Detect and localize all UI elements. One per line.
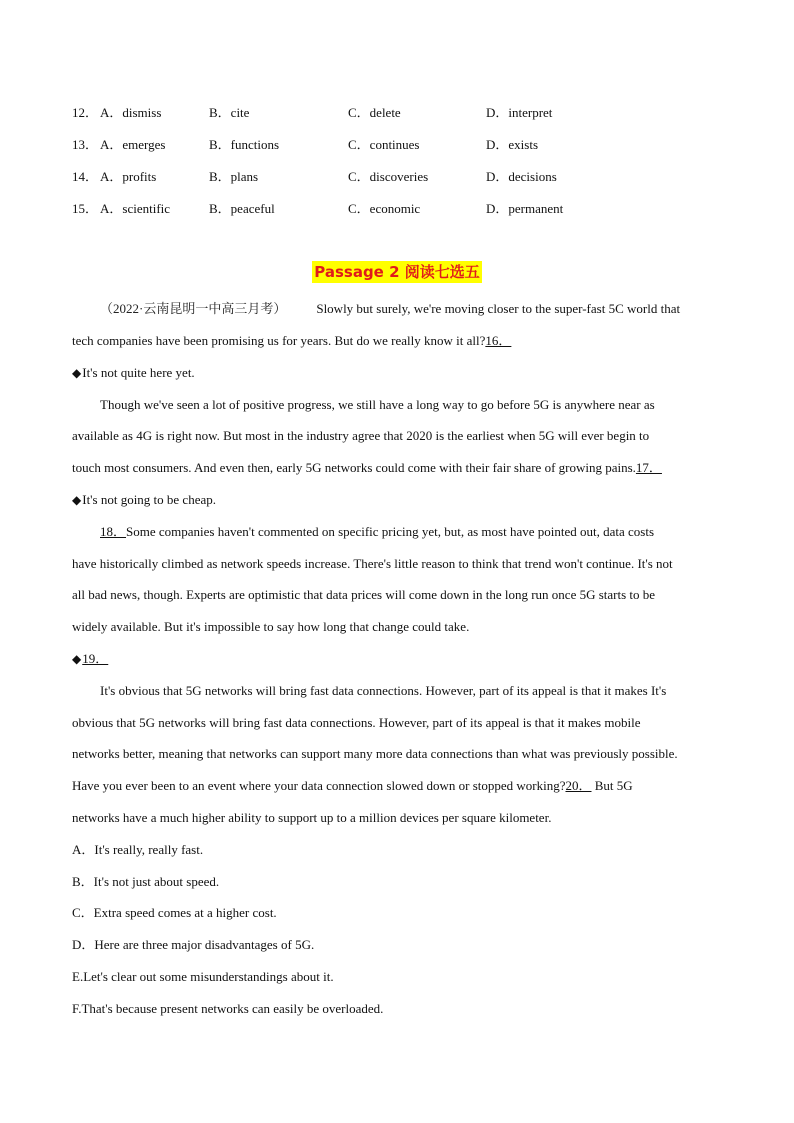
passage-line [72,555,726,573]
passage-text: have historically climbed as network speeds increase. There's little reason to think that trend won't continue. It's not [72,556,673,571]
answer-option-text: C．Extra speed comes at a higher cost. [72,905,277,920]
subheading-line [72,364,726,382]
passage-text: available as 4G is right now. But most in the industry agree that 2020 is the earliest when 5G will ever begin to [72,428,650,443]
option-a: A．emerges [100,137,166,152]
blank-18: 18． [100,524,127,539]
answer-option-c [72,904,726,922]
passage-source: （2022·云南昆明一中高三月考） [100,301,287,316]
passage-line [72,745,726,763]
answer-option-text: F.That's because present networks can easily be overloaded. [72,1001,384,1016]
passage-text: networks have a much higher ability to support up to a million devices per square kilometer. [72,810,552,825]
diamond-bullet-icon: ◆ [72,366,82,380]
answer-option-f [72,1000,726,1018]
option-b: B．plans [209,169,259,184]
question-number: 15． [72,201,99,216]
passage-line [72,618,726,636]
passage-line [72,586,726,604]
passage-line [72,809,726,827]
passage-line [100,396,726,414]
answer-option-d [72,936,726,954]
passage-text: widely available. But it's impossible to say how long that change could take. [72,619,470,634]
option-c: C．discoveries [348,169,429,184]
passage-text: It's obvious that 5G networks will bring fast data connections. However, part of its appeal is that it makes It's [100,683,667,698]
passage-line [72,427,726,445]
option-b: B．cite [209,105,250,120]
question-number: 13． [72,137,99,152]
option-c: C．delete [348,105,401,120]
answer-option-text: D．Here are three major disadvantages of 5G. [72,937,315,952]
passage-text: Have you ever been to an event where your data connection slowed down or stopped working? [72,778,566,793]
passage-line [72,332,726,350]
subheading-line [72,650,726,668]
option-b: B．functions [209,137,280,152]
passage-text: But 5G [591,778,633,793]
passage-text: Some companies haven't commented on specific pricing yet, but, as most have pointed out, data costs [126,524,655,539]
passage-text: networks better, meaning that networks can support many more data connections than what was previously possible. [72,746,678,761]
passage-text: touch most consumers. And even then, early 5G networks could come with their fair share of growing pains. [72,460,636,475]
answer-option-text: E.Let's clear out some misunderstandings about it. [72,969,334,984]
question-number: 14． [72,169,99,184]
option-b: B．peaceful [209,201,275,216]
blank-17: 17． [635,460,662,475]
subheading: It's not quite here yet. [82,365,195,380]
passage-text: obvious that 5G networks will bring fast data connections. However, part of its appeal is that it makes mobile [72,715,641,730]
option-a: A．scientific [100,201,171,216]
passage-line [100,523,726,541]
diamond-bullet-icon: ◆ [72,493,82,507]
passage-text: all bad news, though. Experts are optimistic that data prices will come down in the long run once 5G starts to be [72,587,656,602]
passage-heading [0,261,794,283]
option-d: D．permanent [486,201,564,216]
subheading: It's not going to be cheap. [82,492,216,507]
option-d: D．decisions [486,169,557,184]
passage-heading-text: Passage 2 阅读七选五 [314,263,480,281]
blank-19: 19． [82,651,109,666]
subheading-line [72,491,726,509]
passage-line [72,459,726,477]
option-c: C．continues [348,137,420,152]
passage-line [100,300,726,318]
option-a: A．dismiss [100,105,162,120]
passage-text: tech companies have been promising us for years. But do we really know it all? [72,333,486,348]
option-d: D．exists [486,137,539,152]
option-d: D．interpret [486,105,553,120]
answer-option-text: B．It's not just about speed. [72,874,220,889]
question-number: 12． [72,105,99,120]
option-a: A．profits [100,169,157,184]
passage-line [72,777,726,795]
passage-line [100,682,726,700]
blank-16: 16． [485,333,512,348]
passage-text: Though we've seen a lot of positive progress, we still have a long way to go before 5G is anywhere near as [100,397,655,412]
answer-option-text: A．It's really, really fast. [72,842,204,857]
answer-option-e [72,968,726,986]
option-c: C．economic [348,201,421,216]
blank-20: 20． [565,778,592,793]
diamond-bullet-icon: ◆ [72,652,82,666]
answer-option-b [72,873,726,891]
answer-option-a [72,841,726,859]
passage-line [72,714,726,732]
passage-text: Slowly but surely, we're moving closer to the super-fast 5C world that [316,301,681,316]
